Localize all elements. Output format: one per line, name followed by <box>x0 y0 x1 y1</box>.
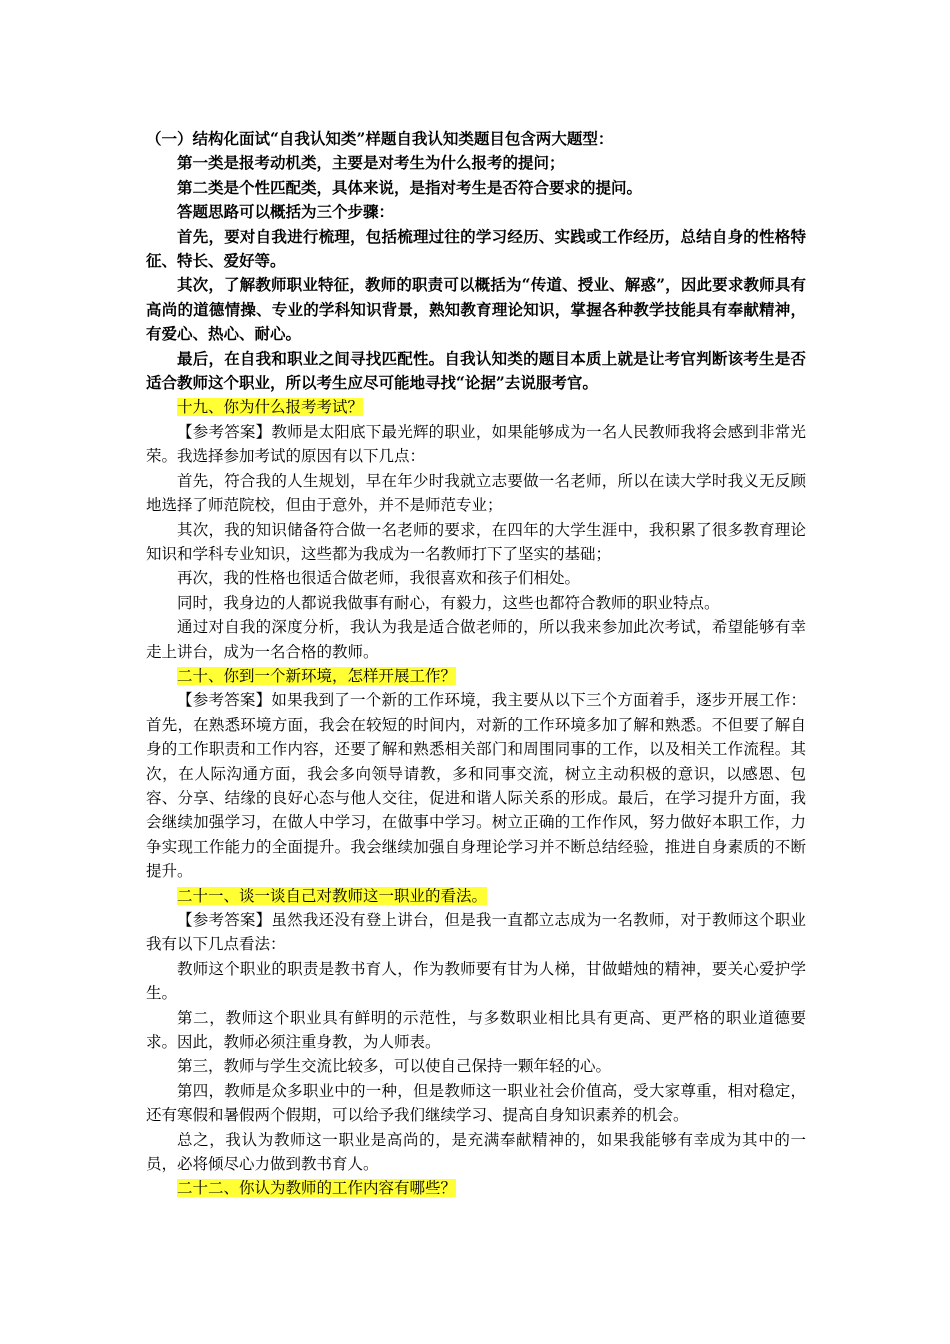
intro-line-5: 其次，了解教师职业特征，教师的职责可以概括为“传道、授业、解惑”，因此要求教师具有高尚的道德情操、专业的学科知识背景，熟知教育理论知识，掌握各种教学技能具有奉献精神，有爱心、热心、耐心。 <box>146 275 806 344</box>
answer-19-p6: 通过对自我的深度分析，我认为我是适合做老师的，所以我来参加此次考试，希望能够有幸走上讲台，成为一名合格的教师。 <box>146 618 806 661</box>
intro-line-4: 首先，要对自我进行梳理，包括梳理过往的学习经历、实践或工作经历，总结自身的性格特征、特长、爱好等。 <box>146 226 806 271</box>
intro-heading: （一）结构化面试“自我认知类”样题自我认知类题目包含两大题型： <box>146 129 614 148</box>
answer-21-p3: 第二，教师这个职业具有鲜明的示范性，与多数职业相比具有更高、更严格的职业道德要求。因此，教师必须注重身教，为人师表。 <box>146 1008 806 1052</box>
question-22-line <box>146 1176 806 1200</box>
answer-19-p3: 其次，我的知识储备符合做一名老师的要求，在四年的大学生涯中，我积累了很多教育理论知识和学科专业知识，这些都为我成为一名教师打下了坚实的基础； <box>146 520 806 563</box>
question-19-line <box>146 395 806 419</box>
answer-21-p4: 第三，教师与学生交流比较多，可以使自己保持一颗年轻的心。 <box>177 1057 612 1076</box>
question-22: 二十二、你认为教师的工作内容有哪些？ <box>177 1179 457 1198</box>
answer-21-p2: 教师这个职业的职责是教书育人，作为教师要有甘为人梯，甘做蜡烛的精神，要关心爱护学生。 <box>146 959 806 1003</box>
intro-line-1: 第一类是报考动机类，主要是对考生为什么报考的提问； <box>177 153 565 173</box>
answer-20-p1: 【参考答案】如果我到了一个新的工作环境，我主要从以下三个方面着手，逐步开展工作：首先，在熟悉环境方面，我会在较短的时间内，对新的工作环境多加了解和熟悉。不但要了解自身的工作职责和工作内容，还要了解和熟悉相关部门和周围同事的工作，以及相关工作流程。其次，在人际沟通方面，我会多向领导请教，多和同事交流，树立主动积极的意识，以感恩、包容、分享、结缘的良好心态与他人交往，促进和谐人际关系的形成。最后，在学习提升方面，我会继续加强学习，在做人中学习，在做事中学习。树立正确的工作作风，努力做好本职工作，力争实现工作能力的全面提升。我会继续加强自身理论学习并不断总结经验，推进自身素质的不断提升。 <box>146 691 806 881</box>
document-page <box>146 127 806 1201</box>
answer-21-p5: 第四，教师是众多职业中的一种，但是教师这一职业社会价值高，受大家尊重，相对稳定，还有寒假和暑假两个假期，可以给予我们继续学习、提高自身知识素养的机会。 <box>146 1081 806 1125</box>
question-19: 十九、你为什么报考考试？ <box>177 398 364 417</box>
intro-line-2: 第二类是个性匹配类，具体来说，是指对考生是否符合要求的提问。 <box>177 177 643 197</box>
answer-19-p4: 再次，我的性格也很适合做老师，我很喜欢和孩子们相处。 <box>177 569 581 588</box>
question-21-line <box>146 884 806 908</box>
intro-line-3: 答题思路可以概括为三个步骤： <box>177 202 395 222</box>
answer-19-p2: 首先，符合我的人生规划，早在年少时我就立志要做一名老师，所以在读大学时我义无反顾地选择了师范院校，但由于意外，并不是师范专业； <box>146 471 806 515</box>
answer-19-p1: 【参考答案】教师是太阳底下最光辉的职业，如果能够成为一名人民教师我将会感到非常光荣。我选择参加考试的原因有以下几点： <box>146 422 806 466</box>
question-21: 二十一、谈一谈自己对教师这一职业的看法。 <box>177 886 488 905</box>
intro-line-6: 最后，在自我和职业之间寻找匹配性。自我认知类的题目本质上就是让考官判断该考生是否适合教师这个职业，所以考生应尽可能地寻找“论据”去说服考官。 <box>146 348 806 393</box>
question-20-line <box>146 664 806 688</box>
answer-19-p5: 同时，我身边的人都说我做事有耐心，有毅力，这些也都符合教师的职业特点。 <box>177 593 720 612</box>
answer-21-p6: 总之，我认为教师这一职业是高尚的，是充满奉献精神的，如果我能够有幸成为其中的一员，必将倾尽心力做到教书育人。 <box>146 1130 806 1174</box>
question-20: 二十、你到一个新环境，怎样开展工作？ <box>177 666 457 685</box>
answer-21-p1: 【参考答案】虽然我还没有登上讲台，但是我一直都立志成为一名教师，对于教师这个职业我有以下几点看法： <box>146 911 806 954</box>
